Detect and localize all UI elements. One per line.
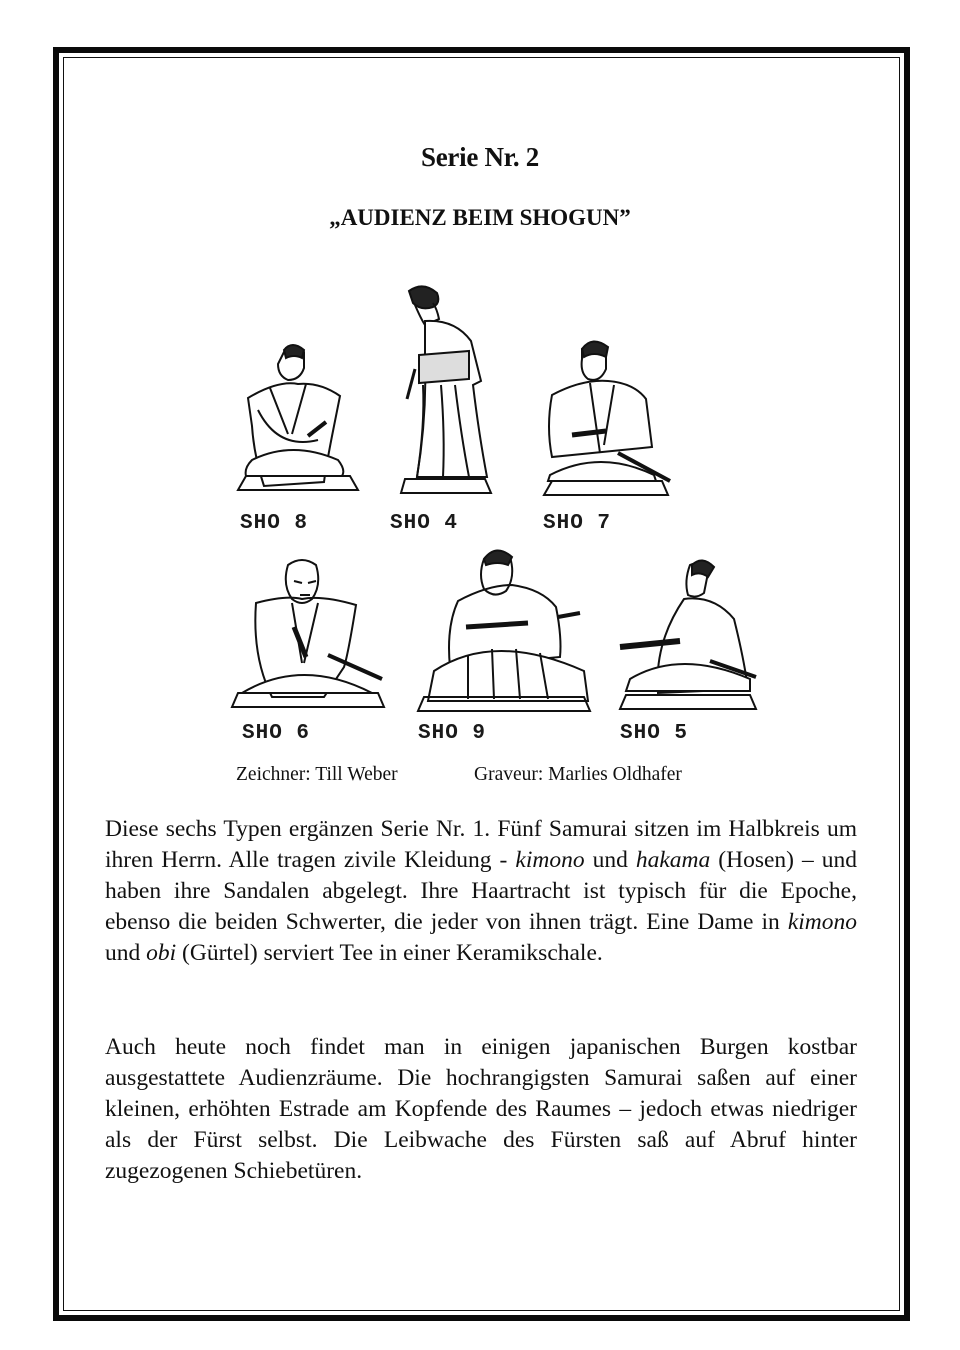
figure-label-sho-6: SHO 6 bbox=[242, 722, 311, 745]
text-run: und bbox=[105, 940, 147, 966]
figure-sho-8 bbox=[228, 340, 370, 500]
seated-samurai-sword-illustration bbox=[532, 335, 677, 500]
figure-label-sho-9: SHO 9 bbox=[418, 722, 487, 745]
seated-samurai-front-illustration bbox=[228, 555, 388, 715]
text-run: Diese sechs Typen ergänzen Serie Nr. 1. Fünf Samurai sitzen im Halbkreis um ihren Herrn. Alle tragen zivile Kleidung - bbox=[105, 816, 857, 873]
seated-lord-illustration bbox=[408, 545, 598, 715]
figure-sho-6 bbox=[228, 555, 388, 715]
figure-label-sho-5: SHO 5 bbox=[620, 722, 689, 745]
body-paragraph-1 bbox=[105, 814, 857, 969]
figure-sho-9 bbox=[408, 545, 598, 715]
credit-draftsman: Zeichner: Till Weber bbox=[236, 764, 398, 785]
italic-term: kimono bbox=[515, 847, 585, 873]
text-run: (Hosen) – und haben ihre Sandalen abgelegt. Ihre Haartracht ist typisch für die Epoche, ebenso die beiden Schwerter, die jeder von ihnen trägt. Eine Dame in bbox=[105, 847, 858, 935]
italic-term: obi bbox=[146, 940, 177, 966]
figure-label-sho-8: SHO 8 bbox=[240, 512, 309, 535]
text-run: und bbox=[584, 847, 636, 873]
series-title: Serie Nr. 2 bbox=[421, 142, 539, 172]
figure-sho-4 bbox=[385, 285, 510, 500]
figure-sho-7 bbox=[532, 335, 677, 500]
figure-label-sho-4: SHO 4 bbox=[390, 512, 459, 535]
seated-samurai-profile-illustration bbox=[600, 555, 760, 715]
body-paragraph-2: Auch heute noch findet man in einigen japanischen Burgen kostbar ausgestattete Audienzräume. Die hochrangigsten Samurai saßen auf einer kleinen, erhöhten Estrade am Kopfende des Raumes – jedoch etwas niedriger als der Fürst selbst. Die Leibwache des Fürsten saß auf Abruf hinter zugezogenen Schiebetüren. bbox=[105, 1034, 857, 1184]
seated-samurai-illustration bbox=[228, 340, 370, 500]
text-run: (Gürtel) serviert Tee in einer Keramikschale. bbox=[176, 940, 603, 966]
series-subtitle: „AUDIENZ BEIM SHOGUN” bbox=[329, 205, 631, 230]
figure-sho-5 bbox=[600, 555, 760, 715]
italic-term: hakama bbox=[635, 847, 711, 873]
figure-label-sho-7: SHO 7 bbox=[543, 512, 612, 535]
italic-term: kimono bbox=[787, 909, 857, 935]
credit-engraver: Graveur: Marlies Oldhafer bbox=[474, 764, 682, 785]
bowing-lady-illustration bbox=[385, 285, 510, 500]
